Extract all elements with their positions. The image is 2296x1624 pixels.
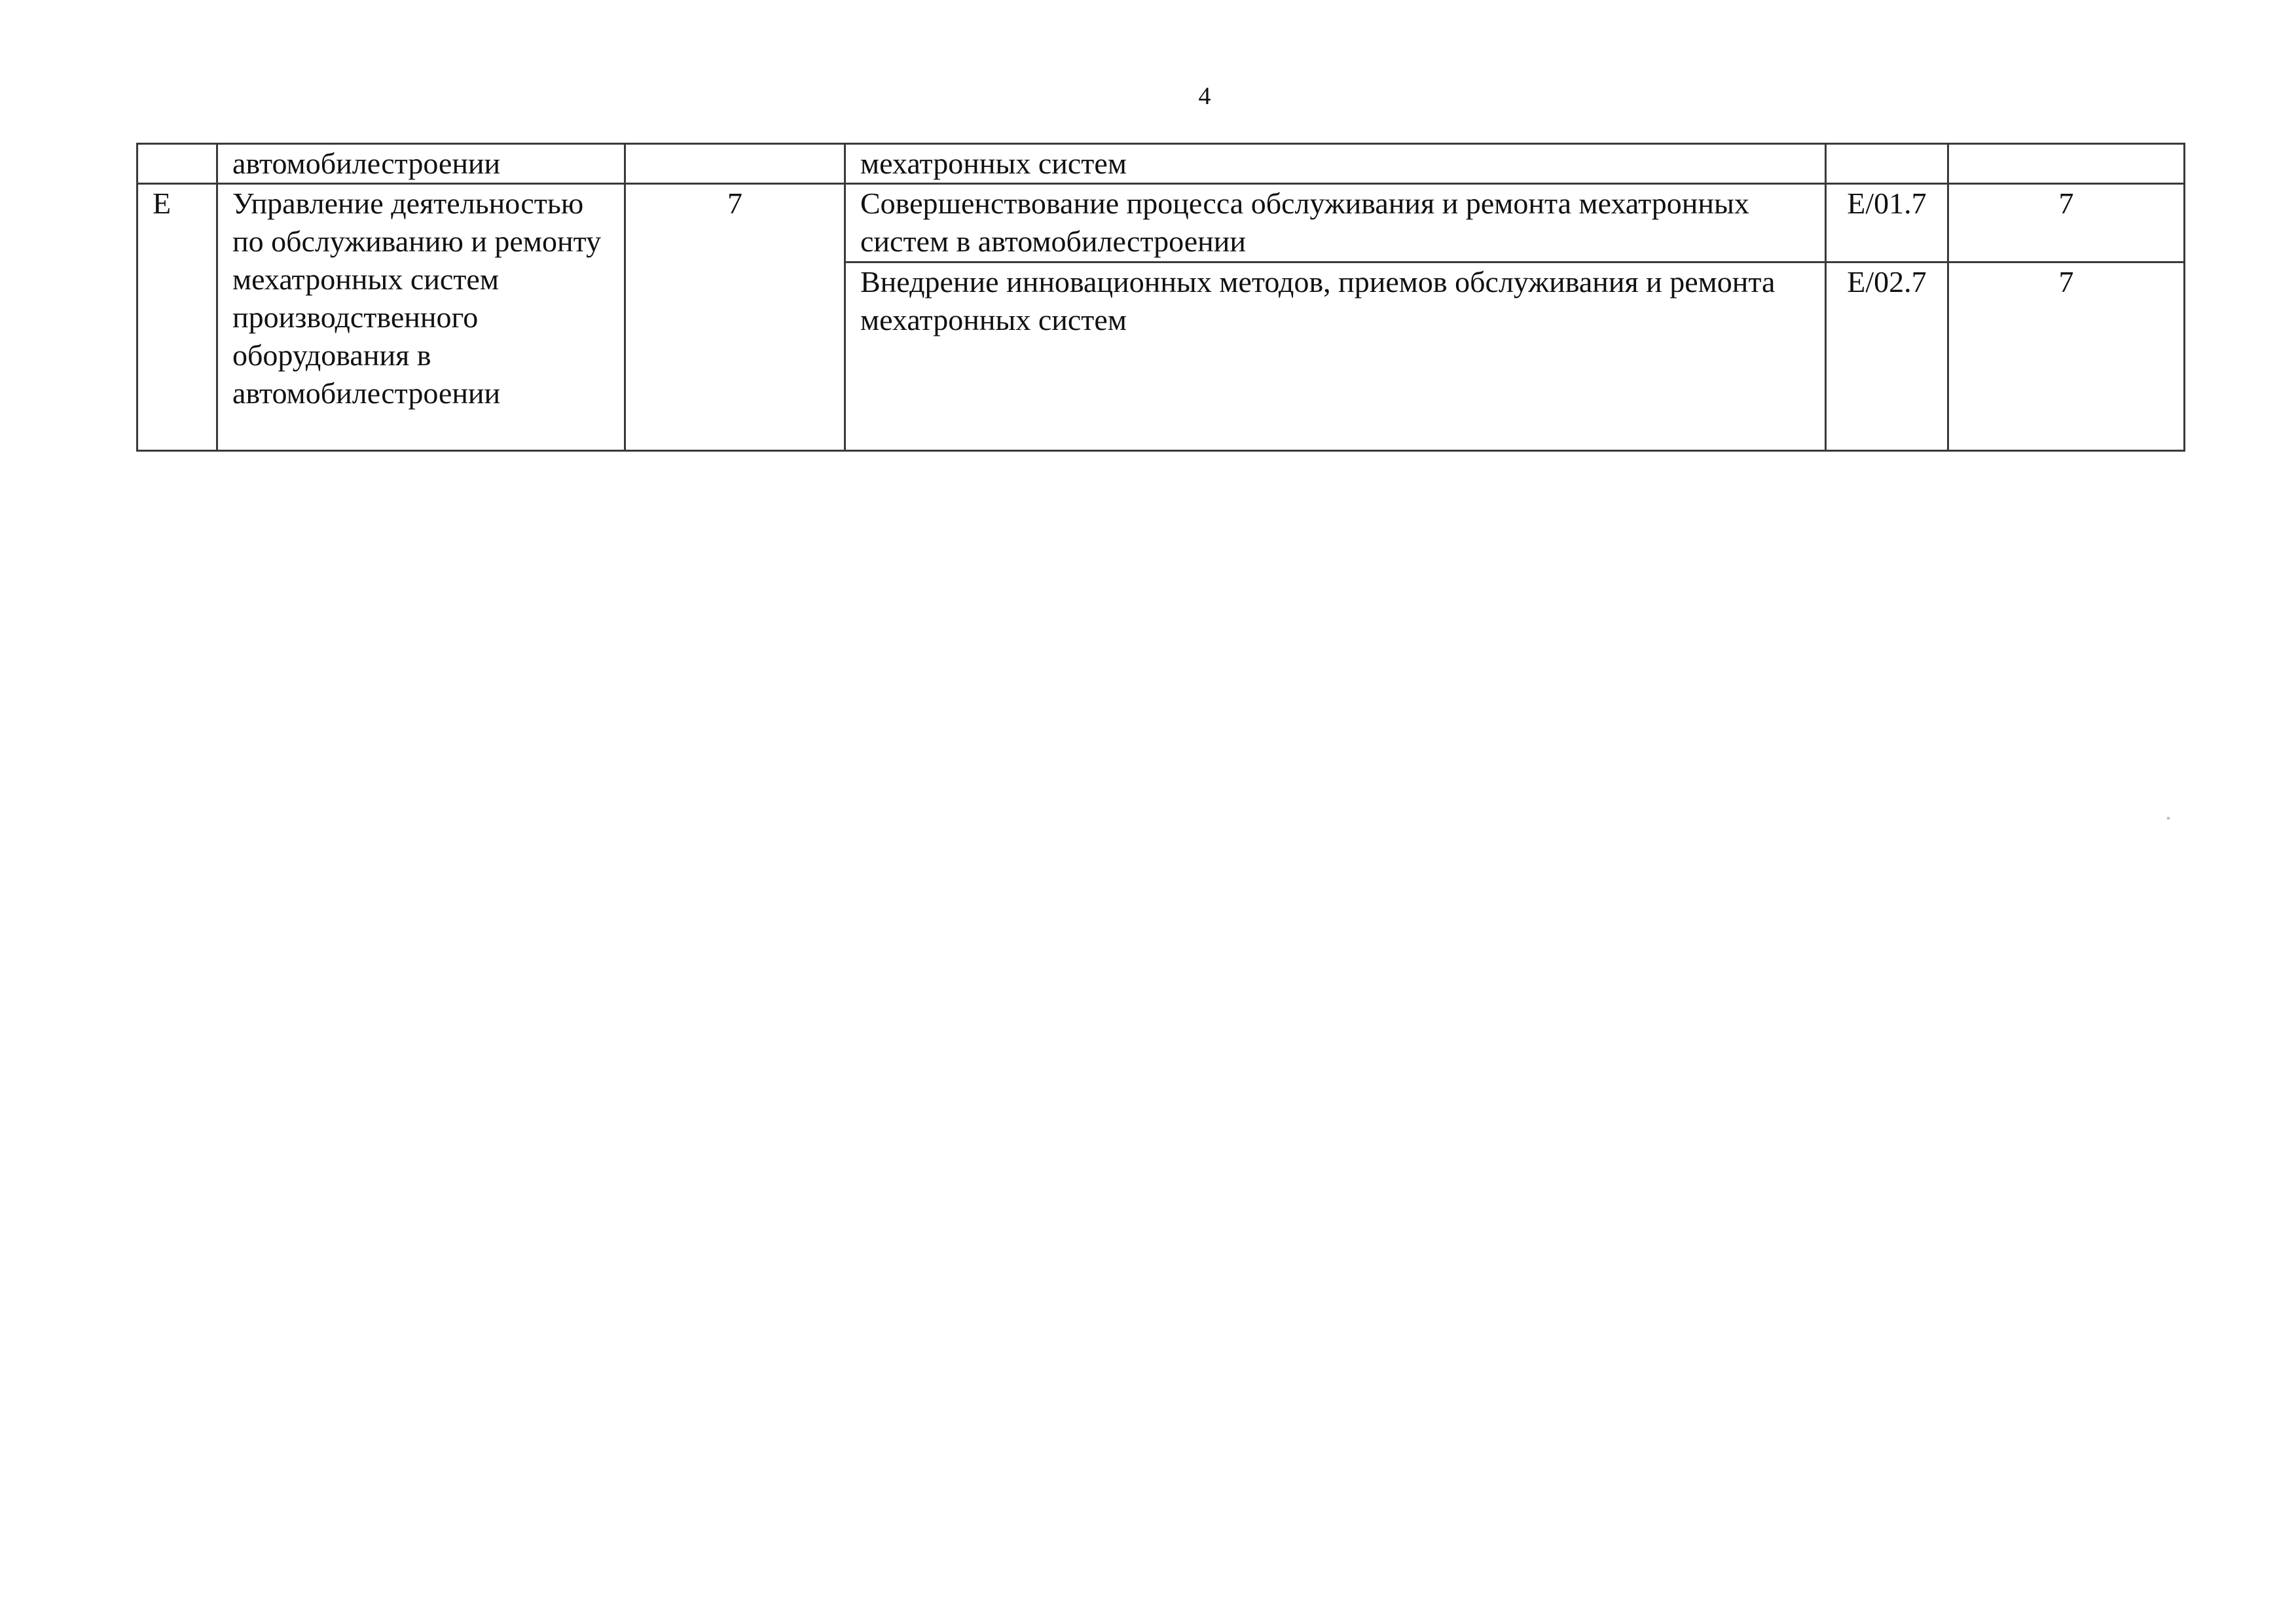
scan-artifact (2167, 817, 2170, 820)
cell-labor-function-level (1948, 144, 2185, 184)
page-number: 4 (1198, 82, 1211, 110)
cell-qualification-level (625, 144, 845, 184)
table-row-e-function-1 (137, 184, 2185, 262)
cell-generalized-function-name: автомобилестроении (217, 144, 625, 184)
cell-generalized-function-name: Управление деятельностью по обслуживанию и ремонту мехатронных систем производственного оборудования в автомобилестроении (217, 184, 625, 451)
table-row-continuation (137, 144, 2185, 184)
cell-labor-function-name: Совершенствование процесса обслуживания и ремонта мехатронных систем в автомобилестроении (845, 184, 1826, 262)
functions-table (136, 143, 2185, 452)
cell-labor-function-level: 7 (1948, 184, 2185, 262)
cell-code: E (137, 184, 217, 451)
cell-qualification-level: 7 (625, 184, 845, 451)
cell-labor-function-level: 7 (1948, 262, 2185, 451)
cell-labor-function-code: E/01.7 (1826, 184, 1948, 262)
cell-labor-function-code: E/02.7 (1826, 262, 1948, 451)
cell-labor-function-code (1826, 144, 1948, 184)
cell-code (137, 144, 217, 184)
cell-labor-function-name: Внедрение инновационных методов, приемов обслуживания и ремонта мехатронных систем (845, 262, 1826, 451)
cell-labor-function-name: мехатронных систем (845, 144, 1826, 184)
